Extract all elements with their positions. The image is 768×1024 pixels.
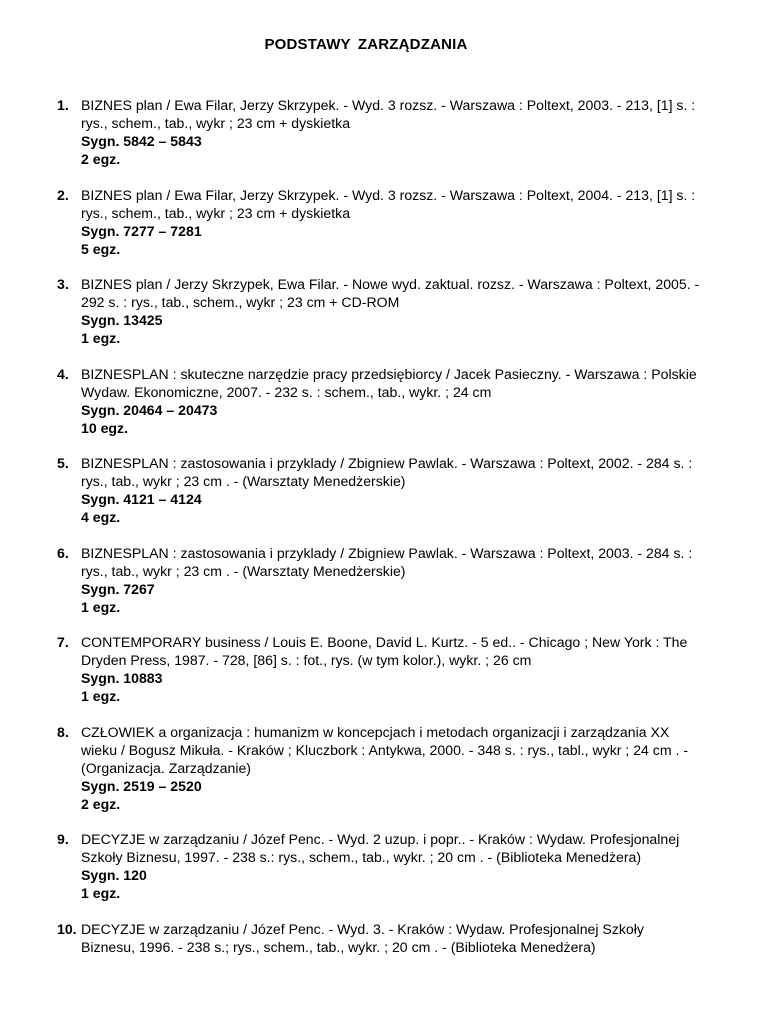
entry-number: 9. <box>57 831 69 847</box>
entry-call-number: Sygn. 7267 <box>81 580 155 597</box>
entry-copies: 1 egz. <box>81 688 121 704</box>
entry-call-number: Sygn. 13425 <box>81 312 163 328</box>
bibliography-entry <box>0 544 701 616</box>
entry-call-number: Sygn. 7277 – 7281 <box>81 222 202 239</box>
entry-call-number: Sygn. 4121 – 4124 <box>81 491 202 507</box>
entry-call-number: Sygn. 2519 – 2520 <box>81 777 202 794</box>
entry-description: CONTEMPORARY business / Louis E. Boone, David L. Kurtz. - 5 ed.. - Chicago ; New York : The Dryden Press, 1987. - 728, [86] s. : fot., rys. (w tym kolor.), wykr. ; 26 cm <box>81 634 688 668</box>
entry-description: BIZNES plan / Ewa Filar, Jerzy Skrzypek. - Wyd. 3 rozsz. - Warszawa : Poltext, 2003. - 213, [1] s. : rys., schem., tab., wykr ; 23 cm + dyskietka <box>81 97 696 131</box>
bibliography-entry <box>0 723 701 813</box>
bibliography-entry <box>0 920 701 956</box>
entry-call-number: Sygn. 120 <box>81 867 147 883</box>
entry-number: 4. <box>57 365 69 382</box>
entry-number: 10. <box>57 920 77 937</box>
entry-description: BIZNESPLAN : skuteczne narzędzie pracy przedsiębiorcy / Jacek Pasieczny. - Warszawa : Polskie Wydaw. Ekonomiczne, 2007. - 232 s. : schem., tab., wykr. ; 24 cm <box>81 365 697 400</box>
page-title: PODSTAWY ZARZĄDZANIA <box>264 36 468 53</box>
bibliography-list <box>0 96 768 973</box>
entry-description: DECYZJE w zarządzaniu / Józef Penc. - Wyd. 2 uzup. i popr.. - Kraków : Wydaw. Profesjonalnej Szkoły Biznesu, 1997. - 238 s.: rys., schem., tab., wykr. ; 20 cm . - (Biblioteka Menedżera) <box>81 831 680 865</box>
entry-description: BIZNESPLAN : zastosowania i przyklady / Zbigniew Pawlak. - Warszawa : Poltext, 2002. - 284 s. : rys., tab., wykr ; 23 cm . - (Warsztaty Menedżerskie) <box>81 455 693 489</box>
entry-copies: 1 egz. <box>81 885 121 901</box>
entry-number: 2. <box>57 186 69 203</box>
entry-description: CZŁOWIEK a organizacja : humanizm w koncepcjach i metodach organizacji i zarządzania XX wieku / Bogusz Mikuła. - Kraków ; Kluczbork : Antykwa, 2000. - 348 s. : rys., tabl., wykr ; 24 cm . - (Organizacja. Zarządzanie) <box>81 723 689 776</box>
entry-copies: 1 egz. <box>81 330 121 346</box>
entry-number: 3. <box>57 276 69 292</box>
entry-description: DECYZJE w zarządzaniu / Józef Penc. - Wyd. 3. - Kraków : Wydaw. Profesjonalnej Szkoły Biznesu, 1996. - 238 s.; rys., schem., tab., wykr. ; 20 cm . - (Biblioteka Menedżera) <box>81 920 644 955</box>
entry-call-number: Sygn. 5842 – 5843 <box>81 133 202 149</box>
entry-description: BIZNES plan / Ewa Filar, Jerzy Skrzypek. - Wyd. 3 rozsz. - Warszawa : Poltext, 2004. - 213, [1] s. : rys., schem., tab., wykr ; 23 cm + dyskietka <box>81 186 696 221</box>
entry-copies: 2 egz. <box>81 151 121 167</box>
entry-copies: 5 egz. <box>81 240 121 257</box>
entry-number: 8. <box>57 723 69 740</box>
bibliography-entry <box>0 186 701 258</box>
entry-description: BIZNES plan / Jerzy Skrzypek, Ewa Filar. - Nowe wyd. zaktual. rozsz. - Warszawa : Poltext, 2005. - 292 s. : rys., tab., schem., wykr ; 23 cm + CD-ROM <box>81 276 700 310</box>
entry-number: 6. <box>57 544 69 561</box>
bibliography-entry <box>0 275 701 347</box>
entry-call-number: Sygn. 20464 – 20473 <box>81 401 218 418</box>
entry-description: BIZNESPLAN : zastosowania i przyklady / Zbigniew Pawlak. - Warszawa : Poltext, 2003. - 284 s. : rys., tab., wykr ; 23 cm . - (Warsztaty Menedżerskie) <box>81 544 693 579</box>
bibliography-entry <box>0 454 701 526</box>
entry-copies: 2 egz. <box>81 795 121 812</box>
entry-number: 1. <box>57 97 69 113</box>
entry-call-number: Sygn. 10883 <box>81 670 163 686</box>
entry-copies: 4 egz. <box>81 509 121 525</box>
entry-copies: 1 egz. <box>81 598 121 615</box>
bibliography-entry <box>0 365 701 437</box>
bibliography-entry <box>0 96 701 168</box>
entry-number: 5. <box>57 455 69 471</box>
bibliography-entry <box>0 633 701 705</box>
bibliography-entry <box>0 830 701 902</box>
entry-number: 7. <box>57 634 69 650</box>
entry-copies: 10 egz. <box>81 419 129 436</box>
